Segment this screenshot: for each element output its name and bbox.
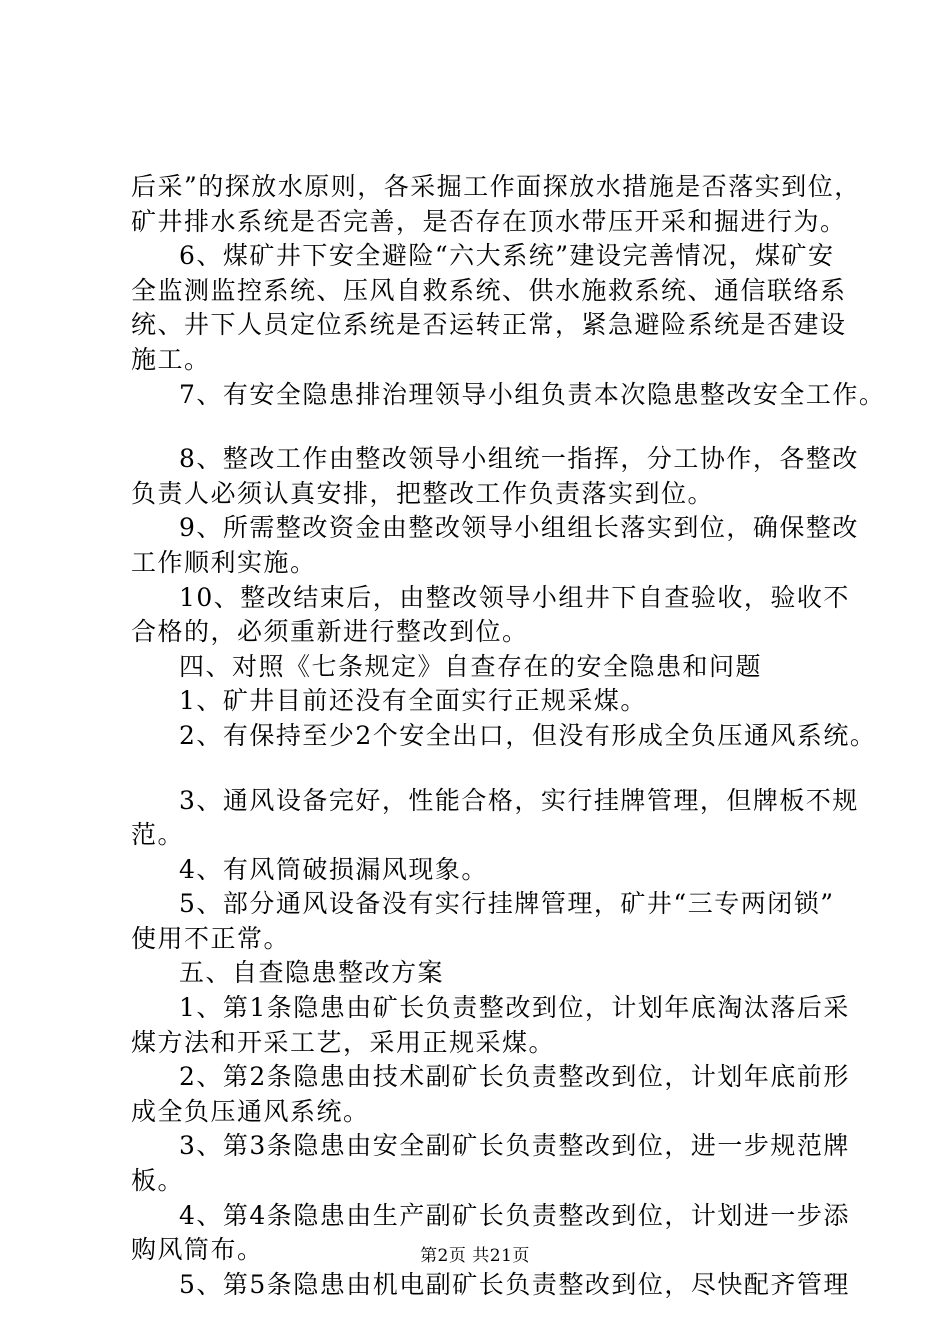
text-line: 范。 xyxy=(131,820,185,850)
text-line: 2、有保持至少2个安全出口，但没有形成全负压通风系统。 xyxy=(179,720,877,750)
text-line: 6、煤矿井下安全避险“六大系统”建设完善情况，煤矿安 xyxy=(179,241,835,271)
text-line: 5、第5条隐患由机电副矿长负责整改到位，尽快配齐管理 xyxy=(179,1269,850,1299)
text-line: 施工。 xyxy=(131,344,211,374)
text-line: 全监测监控系统、压风自救系统、供水施救系统、通信联络系 xyxy=(131,275,847,305)
text-line: 后采”的探放水原则，各采掘工作面探放水措施是否落实到位， xyxy=(131,172,861,201)
text-line: 10、整改结束后，由整改领导小组井下自查验收，验收不 xyxy=(179,582,850,612)
page-footer: 第2页 共21页 xyxy=(420,1246,530,1266)
text-line: 使用不正常。 xyxy=(131,923,291,953)
paragraph-gap xyxy=(131,412,851,442)
text-line: 统、井下人员定位系统是否运转正常，紧急避险系统是否建设 xyxy=(131,310,847,340)
document-body xyxy=(131,170,886,1302)
text-line: 8、整改工作由整改领导小组统一指挥，分工协作，各整改 xyxy=(179,444,859,474)
text-line: 2、第2条隐患由技术副矿长负责整改到位，计划年底前形 xyxy=(179,1062,850,1092)
text-line: 1、矿井目前还没有全面实行正规采煤。 xyxy=(179,686,647,716)
text-line: 4、有风筒破损漏风现象。 xyxy=(179,854,488,884)
paragraph-gap xyxy=(131,754,851,784)
text-line: 五、自查隐患整改方案 xyxy=(179,958,445,988)
text-line: 板。 xyxy=(131,1166,185,1196)
text-line: 3、第3条隐患由安全副矿长负责整改到位，进一步规范牌 xyxy=(179,1131,850,1161)
text-line: 9、所需整改资金由整改领导小组组长落实到位，确保整改 xyxy=(179,513,859,543)
text-line: 四、对照《七条规定》自查存在的安全隐患和问题 xyxy=(179,651,763,681)
text-line: 1、第1条隐患由矿长负责整改到位，计划年底淘汰落后采 xyxy=(179,993,850,1023)
text-line: 3、通风设备完好，性能合格，实行挂牌管理，但牌板不规 xyxy=(179,785,859,815)
text-line: 负责人必须认真安排，把整改工作负责落实到位。 xyxy=(131,478,715,508)
text-line: 工作顺利实施。 xyxy=(131,547,317,577)
text-line: 5、部分通风设备没有实行挂牌管理，矿井“三专两闭锁” xyxy=(179,889,835,919)
text-line: 矿井排水系统是否完善，是否存在顶水带压开采和掘进行为。 xyxy=(131,206,847,236)
text-line: 成全负压通风系统。 xyxy=(131,1096,370,1126)
text-line: 7、有安全隐患排治理领导小组负责本次隐患整改安全工作。 xyxy=(179,379,886,409)
text-line: 购风筒布。 xyxy=(131,1235,264,1265)
text-line: 合格的，必须重新进行整改到位。 xyxy=(131,617,529,647)
text-line: 4、第4条隐患由生产副矿长负责整改到位，计划进一步添 xyxy=(179,1200,850,1230)
text-line: 煤方法和开采工艺，采用正规采煤。 xyxy=(131,1027,556,1057)
